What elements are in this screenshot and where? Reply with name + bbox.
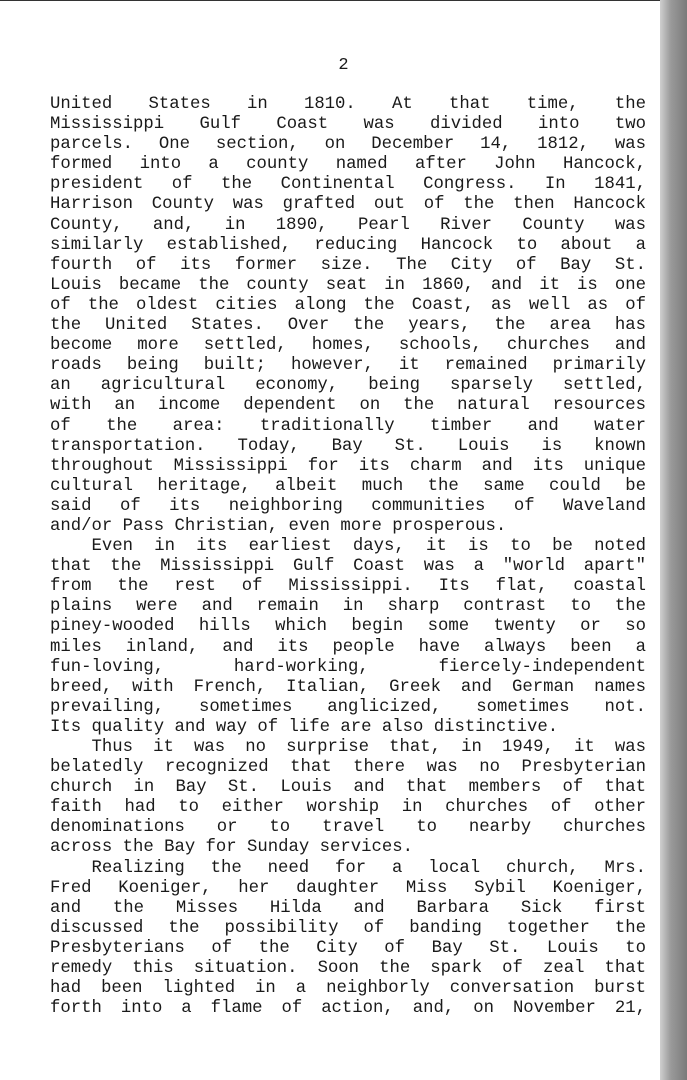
text-line: had been lighted in a neighborly conversation burst	[50, 979, 646, 999]
text-line: plains were and remain in sharp contrast to the	[50, 597, 646, 617]
text-line: Louis became the county seat in 1860, and it is one	[50, 275, 646, 295]
text-line: roads being built; however, it remained primarily	[50, 356, 646, 376]
text-line: transportation. Today, Bay St. Louis is known	[50, 436, 646, 456]
text-line: fourth of its former size. The City of Bay St.	[50, 255, 646, 275]
text-line: of the area: traditionally timber and water	[50, 416, 646, 436]
text-line: church in Bay St. Louis and that members of that	[50, 778, 646, 798]
text-line: formed into a county named after John Hancock,	[50, 155, 646, 175]
text-line: and/or Pass Christian, even more prosperous.	[50, 516, 507, 536]
text-line: denominations or to travel to nearby churches	[50, 818, 646, 838]
text-line: cultural heritage, albeit much the same could be	[50, 476, 646, 496]
page-number: 2	[338, 56, 349, 75]
text-line: throughout Mississippi for its charm and its unique	[50, 456, 646, 476]
text-line: fun-loving, hard-working, fiercely-independent	[50, 657, 646, 677]
page-edge-shadow	[660, 0, 687, 1080]
text-line: Realizing the need for a local church, Mrs.	[91, 858, 646, 878]
text-line: parcels. One section, on December 14, 1812, was	[50, 135, 646, 155]
text-line: Its quality and way of life are also distinctive.	[50, 717, 559, 737]
text-line: across the Bay for Sunday services.	[50, 838, 413, 858]
text-line: miles inland, and its people have always been a	[50, 637, 646, 657]
text-line: Fred Koeniger, her daughter Miss Sybil Koeniger,	[50, 878, 646, 898]
text-line: that the Mississippi Gulf Coast was a "world apart"	[50, 557, 646, 577]
text-line: faith had to either worship in churches of other	[50, 798, 646, 818]
top-rule	[0, 0, 660, 7]
text-line: belatedly recognized that there was no Presbyterian	[50, 758, 646, 778]
text-line: United States in 1810. At that time, the	[50, 95, 646, 114]
text-line: of the oldest cities along the Coast, as well as of	[50, 295, 646, 315]
text-line: the United States. Over the years, the area has	[50, 316, 646, 336]
text-line: Mississippi Gulf Coast was divided into two	[50, 115, 646, 135]
text-line: said of its neighboring communities of Waveland	[50, 496, 646, 516]
text-line: from the rest of Mississippi. Its flat, coastal	[50, 577, 646, 597]
text-line: president of the Continental Congress. In 1841,	[50, 175, 646, 195]
text-line: become more settled, homes, schools, churches and	[50, 336, 646, 356]
text-line: Presbyterians of the City of Bay St. Louis to	[50, 938, 646, 958]
text-line: forth into a flame of action, and, on November 21,	[50, 999, 646, 1019]
text-line: similarly established, reducing Hancock to about a	[50, 235, 646, 255]
text-line: Even in its earliest days, it is to be noted	[91, 537, 646, 557]
text-line: Harrison County was grafted out of the then Hancock	[50, 195, 646, 215]
body-text	[50, 95, 646, 1019]
text-line: piney-wooded hills which begin some twenty or so	[50, 617, 646, 637]
text-line: with an income dependent on the natural resources	[50, 396, 646, 416]
text-line: County, and, in 1890, Pearl River County was	[50, 215, 646, 235]
text-line: prevailing, sometimes anglicized, sometimes not.	[50, 697, 646, 717]
text-line: an agricultural economy, being sparsely settled,	[50, 376, 646, 396]
text-line: breed, with French, Italian, Greek and German names	[50, 677, 646, 697]
text-line: Thus it was no surprise that, in 1949, it was	[91, 738, 646, 757]
text-line: remedy this situation. Soon the spark of zeal that	[50, 959, 646, 979]
text-line: and the Misses Hilda and Barbara Sick first	[50, 898, 646, 918]
text-line: discussed the possibility of banding together the	[50, 918, 646, 938]
